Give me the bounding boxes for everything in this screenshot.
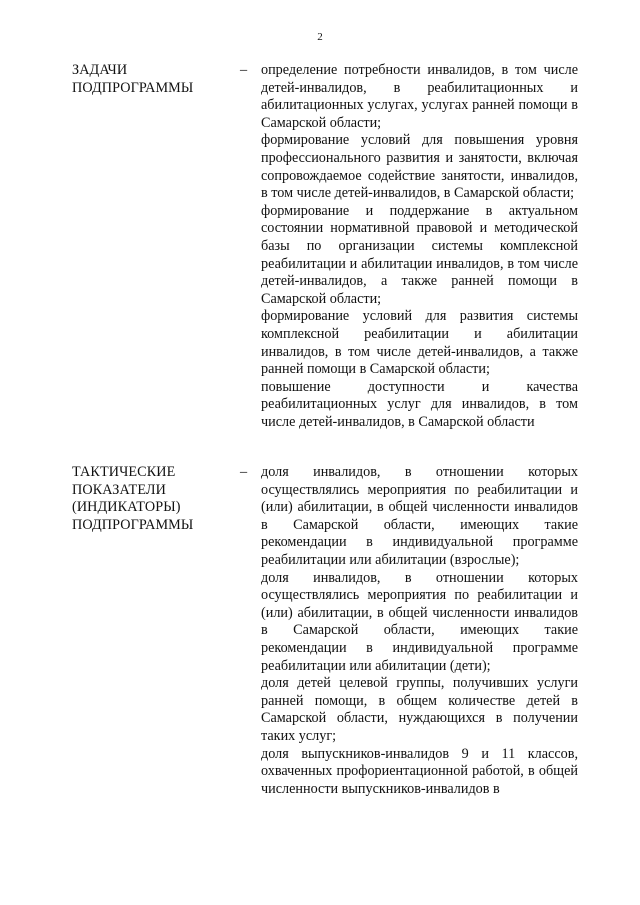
dash-separator: – bbox=[240, 62, 248, 78]
list-item: доля инвалидов, в отношении которых осуществлялись мероприятия по реабилитации и (или) абилитации, в общей численности инвалидов в Самарской области, имеющих такие рекомендации в индивидуальной программе реабилитации или абилитации (дети); bbox=[261, 569, 578, 674]
list-item: определение потребности инвалидов, в том числе детей-инвалидов, в реабилитационных и абилитационных услугах, услугах ранней помощи в Самарской области; bbox=[261, 62, 578, 131]
section-items bbox=[261, 62, 578, 431]
list-item: доля инвалидов, в отношении которых осуществлялись мероприятия по реабилитации и (или) абилитации, в общей численности инвалидов в Самарской области, имеющих такие рекомендации в индивидуальной программе реабилитации или абилитации (взрослые); bbox=[261, 464, 578, 568]
section-items bbox=[261, 464, 578, 798]
dash-separator: – bbox=[240, 464, 248, 480]
list-item: доля детей целевой группы, получивших услуги ранней помощи, в общем количестве детей в Самарской области, нуждающихся в получении таких услуг; bbox=[261, 675, 578, 744]
list-item: доля выпускников-инвалидов 9 и 11 классов, охваченных профориентационной работой, в общей численности выпускников-инвалидов в bbox=[261, 745, 578, 797]
list-item: формирование условий для развития системы комплексной реабилитации и абилитации инвалидов, в том числе детей-инвалидов, а также ранней помощи в Самарской области; bbox=[261, 308, 578, 378]
list-item: повышение доступности и качества реабилитационных услуг для инвалидов, в том числе детей-инвалидов, в Самарской области bbox=[261, 378, 578, 430]
section-label: ТАКТИЧЕСКИЕ ПОКАЗАТЕЛИ (ИНДИКАТОРЫ) ПОДПРОГРАММЫ bbox=[72, 464, 194, 533]
list-item: формирование условий для повышения уровня профессионального развития и занятости, включая сопровождаемое содействие занятости, инвалидов, в том числе детей-инвалидов, в Самарской области; bbox=[261, 132, 578, 202]
page-number: 2 bbox=[317, 31, 323, 43]
section-label: ЗАДАЧИ ПОДПРОГРАММЫ bbox=[72, 62, 194, 96]
list-item: формирование и поддержание в актуальном состоянии нормативной правовой и методической базы по организации системы комплексной реабилитации и абилитации инвалидов, в том числе детей-инвалидов, а также ранней помощи в Самарской области; bbox=[261, 202, 578, 307]
